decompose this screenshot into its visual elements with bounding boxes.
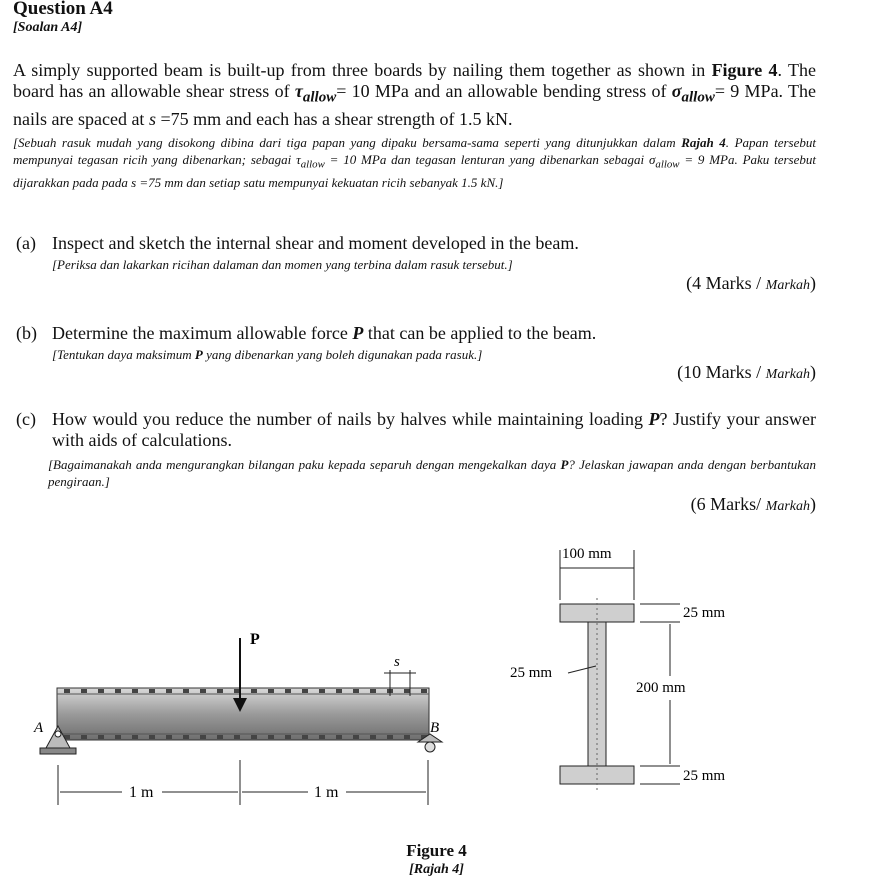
beam	[57, 688, 429, 740]
intro-ms-text: = 9 MPa. Paku tersebut dijarakkan pada pada s =75 mm dan setiap satu mempunyai kekuatan ricih sebanyak 1.5 kN.]	[13, 152, 816, 190]
figure-caption-ms: [Rajah 4]	[409, 862, 464, 877]
sigma-symbol-ms: σ	[649, 152, 656, 167]
figure-ref: Figure 4	[711, 60, 778, 80]
flange-width-label: 100 mm	[562, 546, 612, 562]
nail-head	[64, 689, 70, 693]
nail-head	[81, 689, 87, 693]
nail-head	[132, 689, 138, 693]
nail-head	[336, 689, 342, 693]
intro-malay	[13, 134, 816, 191]
load-arrow	[233, 638, 247, 712]
part-c-question: How would you reduce the number of nails by halves while maintaining loading P? Justify your answer with aids of calculations.	[52, 409, 817, 450]
intro-english	[13, 60, 816, 130]
part-b-marks: (10 Marks / Markah)	[677, 362, 816, 382]
nail-head	[421, 689, 427, 693]
figure-ref-ms: Rajah 4	[681, 135, 726, 150]
nail-head	[370, 735, 376, 739]
i-section	[560, 598, 634, 790]
support-b-label: B	[430, 720, 440, 736]
part-b-question: Determine the maximum allowable force P that can be applied to the beam.	[52, 323, 597, 343]
nail-head	[319, 689, 325, 693]
intro-text: = 10 MPa and an allowable bending stress of	[336, 81, 672, 101]
span-right-label: 1 m	[314, 784, 339, 801]
tau-subscript: allow	[302, 89, 337, 106]
intro-ms-text: . Papan tersebut mempunyai tegasan ricih yang dibenarkan; sebagai	[13, 135, 816, 167]
nail-head	[268, 689, 274, 693]
intro-text: = 9 MPa. The nails are spaced at	[13, 81, 816, 129]
sigma-subscript: allow	[681, 89, 715, 106]
question-title-ms: [Soalan A4]	[13, 20, 83, 35]
web-height-label: 200 mm	[636, 680, 686, 696]
part-c-marks: (6 Marks/ Markah)	[690, 494, 816, 514]
nail-head	[353, 735, 359, 739]
spacing-label: s	[394, 654, 400, 670]
tau-subscript-ms: allow	[300, 158, 325, 171]
part-c-question-ms: [Bagaimanakah anda mengurangkan bilangan paku kepada separuh dengan mengekalkan daya P? Jelaskan jawapan anda dengan berbantukan pengiraan.]	[48, 457, 816, 489]
nail-head	[115, 735, 121, 739]
nail-head	[285, 735, 291, 739]
force-symbol: P	[352, 323, 364, 343]
part-b-label: (b)	[16, 323, 37, 343]
nail-head	[166, 735, 172, 739]
intro-ms-text: = 10 MPa dan tegasan lenturan yang dibenarkan sebagai	[324, 152, 649, 167]
nail-head	[98, 735, 104, 739]
nail-head	[302, 689, 308, 693]
web-thickness-label: 25 mm	[510, 665, 553, 681]
span-dimension	[58, 760, 428, 805]
intro-ms-text: [Sebuah rasuk mudah yang disokong dibina dari tiga papan yang dipaku bersama-sama seperti yang ditunjukkan dalam	[13, 135, 682, 150]
nail-head	[404, 735, 410, 739]
intro-text: A simply supported beam is built-up from three boards by nailing them together as shown in	[13, 60, 712, 80]
nail-head	[319, 735, 325, 739]
nail-head	[217, 735, 223, 739]
span-left-label: 1 m	[129, 784, 154, 801]
nail-head	[166, 689, 172, 693]
nail-head	[183, 735, 189, 739]
intro-text: . The board has an allowable shear stress of	[13, 60, 816, 101]
intro-text: =75 mm and each has a shear strength of 1.5 kN.	[155, 108, 513, 129]
nail-head	[132, 735, 138, 739]
nail-head	[353, 689, 359, 693]
nail-head	[149, 735, 155, 739]
figure-4	[0, 520, 873, 840]
part-b-question-ms: [Tentukan daya maksimum P yang dibenarkan yang boleh digunakan pada rasuk.]	[52, 347, 483, 362]
part-c-label: (c)	[16, 409, 36, 429]
part-a-question: Inspect and sketch the internal shear and moment developed in the beam.	[52, 233, 579, 253]
tau-symbol-ms: τ	[296, 152, 301, 167]
nail-head	[285, 689, 291, 693]
nail-head	[370, 689, 376, 693]
nail-head	[149, 689, 155, 693]
nail-head	[183, 689, 189, 693]
part-a-label: (a)	[16, 233, 36, 253]
part-a-question-ms: [Periksa dan lakarkan ricihan dalaman dan momen yang terbina dalam rasuk tersebut.]	[52, 257, 513, 272]
nail-head	[115, 689, 121, 693]
nail-head	[404, 689, 410, 693]
nail-head	[98, 689, 104, 693]
part-a-marks: (4 Marks / Markah)	[686, 273, 816, 293]
nail-head	[251, 735, 257, 739]
top-flange-label: 25 mm	[683, 605, 726, 621]
nail-head	[217, 689, 223, 693]
nail-head	[302, 735, 308, 739]
question-title: Question A4	[13, 0, 113, 19]
load-label: P	[250, 631, 260, 648]
sigma-subscript-ms: allow	[655, 158, 680, 171]
nail-head	[336, 735, 342, 739]
tau-symbol: τ	[294, 81, 303, 101]
spacing-symbol: s	[148, 108, 156, 129]
nail-head	[200, 735, 206, 739]
nail-head	[268, 735, 274, 739]
bottom-flange-label: 25 mm	[683, 768, 726, 784]
nail-head	[81, 735, 87, 739]
figure-caption: Figure 4	[406, 841, 467, 860]
sigma-symbol: σ	[671, 81, 682, 101]
nail-head	[387, 735, 393, 739]
force-symbol: P	[648, 409, 660, 429]
nail-head	[234, 735, 240, 739]
support-a-label: A	[34, 720, 44, 736]
nail-head	[251, 689, 257, 693]
nail-head	[200, 689, 206, 693]
